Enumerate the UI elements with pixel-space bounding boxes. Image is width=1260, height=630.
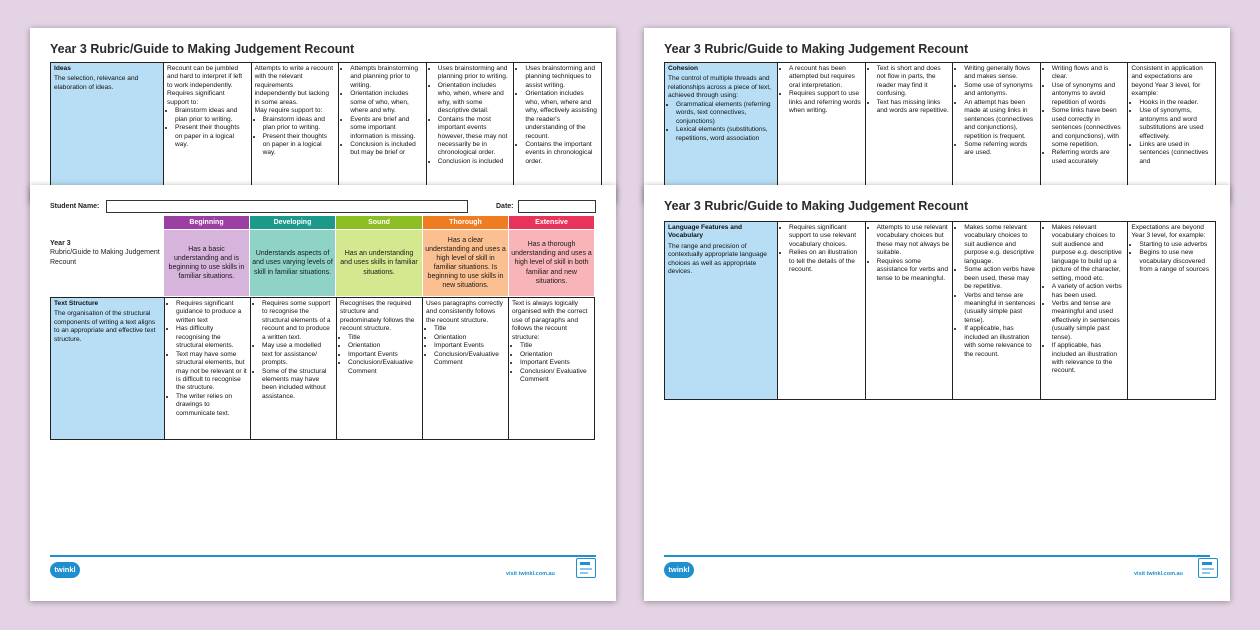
- bullet: • Orientation: [520, 351, 591, 359]
- bullet: • Grammatical elements (referring words, text connectives, conjunctions): [676, 101, 774, 126]
- level-desc-sound: Has an understanding and uses skills in familiar situations.: [336, 230, 422, 296]
- bullet: • Attempts brainstorming and planning prior to writing.: [350, 65, 423, 90]
- date-label: Date:: [496, 203, 514, 210]
- bullet: • Requires some assistance for verbs and tense to be meaningful.: [877, 258, 950, 283]
- rubric-subtitle: Rubric/Guide to Making Judgement: [50, 249, 160, 257]
- rubric-cell-extensive: [514, 63, 602, 193]
- rubric-cell-developing: [251, 298, 337, 440]
- bullet: • Lexical elements (substitutions, repetitions, word association: [676, 126, 774, 143]
- cell-text: Uses paragraphs correctly and consistently follows the recount structure.: [426, 300, 503, 324]
- cell-text: Recognises the required structure and predominately follows the recount structure.: [340, 300, 415, 333]
- rubric-table-cohesion: [664, 62, 1216, 193]
- bullet: • Important Events: [348, 351, 419, 359]
- rubric-table-text-structure: [50, 297, 595, 440]
- category-name: Language Features and Vocabulary: [668, 224, 743, 240]
- bullet: • The writer relies on drawings to communicate text.: [176, 393, 247, 418]
- level-header-beginning: Beginning: [164, 216, 249, 229]
- bullet: • Title: [434, 325, 505, 333]
- rubric-cell-extensive: [509, 298, 595, 440]
- bullet: • If applicable, has included an illustration with relevance to the recount.: [1052, 342, 1125, 376]
- bullet: • Conclusion/ Evaluative Comment: [520, 368, 591, 385]
- bullet: • Makes some relevant vocabulary choices to suit audience and purpose e.g. descriptive language.: [964, 224, 1037, 266]
- twinkl-logo: twinkl: [664, 562, 694, 578]
- bullet: • Some referring words are used.: [964, 141, 1037, 158]
- quality-badge-icon: [576, 558, 596, 578]
- year-label: Year 3: [50, 240, 71, 247]
- cell-text: Text is always logically organised with the correct use of paragraphs and follows the recount structure:: [512, 300, 588, 341]
- bullet: • Brainstorm ideas and plan prior to writing.: [263, 116, 336, 133]
- cell-text: Recount can be jumbled and hard to interpret if left to work independently.: [167, 65, 243, 89]
- category-cell: [665, 222, 778, 400]
- level-header-developing: Developing: [250, 216, 335, 229]
- bullet: • Uses brainstorming and planning techniques to assist writing.: [525, 65, 598, 90]
- rubric-table-ideas: [50, 62, 602, 193]
- category-desc: The range and precision of contextually appropriate language choices as well as appropriate devices.: [668, 242, 767, 276]
- bullet: • Conclusion is included: [438, 158, 511, 166]
- rubric-cell-beginning: [165, 298, 251, 440]
- bullet: • Use of synonyms and antonyms to avoid repetition of words: [1052, 82, 1125, 107]
- bullet: • Hooks in the reader.: [1139, 99, 1212, 107]
- bullet: • Contains the important events in chronological order.: [525, 141, 598, 166]
- bullet: • Makes relevant vocabulary choices to suit audience and purpose e.g. descriptive language to build up a picture of the character, setting, mood etc.: [1052, 224, 1125, 283]
- category-name: Cohesion: [668, 65, 699, 72]
- category-cell: [51, 63, 164, 193]
- rubric-table-language: [664, 221, 1216, 400]
- bullet: • Conclusion/Evaluative Comment: [348, 359, 419, 376]
- bullet: • Orientation includes some of who, when, where and why.: [350, 90, 423, 115]
- bullet: • Important Events: [520, 359, 591, 367]
- bullet: • Orientation includes who, when, where and why, effectively assisting the reader's understanding of the recount.: [525, 90, 598, 141]
- bullet: • Uses brainstorming and planning prior to writing.: [438, 65, 511, 82]
- cell-text: Consistent in application and expectations are beyond Year 3 level, for example:: [1131, 65, 1203, 98]
- bullet: • Use of synonyms, antonyms and word substitutions are used effectively.: [1139, 107, 1212, 141]
- page-title: Year 3 Rubric/Guide to Making Judgement Recount: [664, 199, 969, 213]
- bullet: • A recount has been attempted but requires oral interpretation.: [789, 65, 862, 90]
- bullet: • Starting to use adverbs: [1139, 241, 1212, 249]
- bullet: • Text may have some structural elements, but may not be relevant or it is difficult to recognise the structure.: [176, 351, 247, 393]
- level-desc-thorough: Has a clear understanding and uses a high level of skill in familiar situations. Is beginning to use skills in new situations.: [423, 230, 508, 296]
- bullet: • Conclusion is included but may be brief or: [350, 141, 423, 158]
- bullet: • Important Events: [434, 342, 505, 350]
- footer-divider: [664, 555, 1210, 557]
- bullet: • Text has missing links and words are repetitive.: [877, 99, 950, 116]
- bullet: • If applicable, has included an illustration with some relevance to the recount.: [964, 325, 1037, 359]
- page-title: Year 3 Rubric/Guide to Making Judgement Recount: [50, 42, 355, 56]
- bullet: • Some links have been used correctly in sentences (connectives and conjunctions), with some repetition.: [1052, 107, 1125, 149]
- rubric-cell-extensive: [1128, 222, 1216, 400]
- rubric-page-cohesion: [644, 28, 1230, 203]
- twinkl-logo: twinkl: [50, 562, 80, 578]
- bullet: • Begins to use new vocabulary discovered from a range of sources: [1139, 249, 1212, 274]
- bullet: • Title: [348, 334, 419, 342]
- bullet: • Has difficulty recognising the structural elements.: [176, 325, 247, 350]
- bullet: • Verbs and tense are meaningful in sentences (usually simple past tense).: [964, 292, 1037, 326]
- bullet: • Some of the structural elements may have been included without assistance.: [262, 368, 333, 402]
- rubric-cell-thorough: [1040, 63, 1128, 193]
- category-cell: [51, 298, 165, 440]
- rubric-page-language: [644, 185, 1230, 601]
- rubric-cell-beginning: [778, 222, 866, 400]
- bullet: • Requires significant guidance to produce a written text: [176, 300, 247, 325]
- bullet: • Orientation: [434, 334, 505, 342]
- bullet: • Title: [520, 342, 591, 350]
- rubric-cell-thorough: [426, 63, 514, 193]
- level-desc-developing: Understands aspects of and uses varying levels of skill in familiar situations.: [250, 230, 335, 296]
- rubric-page-text-structure: [30, 185, 616, 601]
- bullet: • Brainstorm ideas and plan prior to writing.: [175, 107, 248, 124]
- bullet: • Writing generally flows and makes sense.: [964, 65, 1037, 82]
- rubric-cell-sound: [953, 63, 1041, 193]
- rubric-cell-developing: [865, 222, 953, 400]
- rubric-cell-developing: [251, 63, 339, 193]
- cell-text: Expectations are beyond Year 3 level, for example:: [1131, 224, 1206, 240]
- bullet: • Events are brief and some important information is missing.: [350, 116, 423, 141]
- bullet: • Present their thoughts on paper in a logical way.: [263, 133, 336, 158]
- student-name-field[interactable]: [106, 200, 468, 213]
- bullet: • Present their thoughts on paper in a logical way.: [175, 124, 248, 149]
- rubric-cell-beginning: [778, 63, 866, 193]
- cell-text: May require support to:: [254, 107, 323, 115]
- rubric-page-ideas: [30, 28, 616, 203]
- level-header-thorough: Thorough: [423, 216, 508, 229]
- level-header-sound: Sound: [336, 216, 422, 229]
- rubric-cell-thorough: [423, 298, 509, 440]
- bullet: • Some action verbs have been used, these may be repetitive.: [964, 266, 1037, 291]
- rubric-heading: [50, 239, 162, 267]
- level-desc-extensive: Has a thorough understanding and uses a high level of skill in both familiar and new situations.: [509, 230, 594, 296]
- bullet: • Writing flows and is clear.: [1052, 65, 1125, 82]
- bullet: • Referring words are used accurately: [1052, 149, 1125, 166]
- category-name: Ideas: [54, 65, 71, 72]
- bullet: • Relies on an illustration to tell the details of the recount.: [789, 249, 862, 274]
- bullet: • Verbs and tense are meaningful and used effectively in sentences (usually simple past tense).: [1052, 300, 1125, 342]
- rubric-cell-developing: [865, 63, 953, 193]
- category-cell: [665, 63, 778, 193]
- bullet: • A variety of action verbs has been used.: [1052, 283, 1125, 300]
- rubric-subtitle-2: Recount: [50, 258, 77, 266]
- bullet: • Orientation: [348, 342, 419, 350]
- footer-divider: [50, 555, 596, 557]
- level-header-extensive: Extensive: [509, 216, 594, 229]
- category-desc: The control of multiple threads and relationships across a piece of text, achieved through using:: [668, 75, 771, 100]
- rubric-cell-thorough: [1040, 222, 1128, 400]
- bullet: • Text is short and does not flow in parts, the reader may find it confusing.: [877, 65, 950, 99]
- bullet: • An attempt has been made at using links in sentences (connectives and conjunctions), repetition is frequent.: [964, 99, 1037, 141]
- level-desc-beginning: Has a basic understanding and is beginning to use skills in familiar situations.: [164, 230, 249, 296]
- bullet: • Orientation includes who, when, where and why, with some descriptive detail.: [438, 82, 511, 116]
- bullet: • Requires significant support to use relevant vocabulary choices.: [789, 224, 862, 249]
- rubric-cell-beginning: [164, 63, 252, 193]
- bullet: • Conclusion/Evaluative Comment: [434, 351, 505, 368]
- rubric-cell-extensive: [1128, 63, 1216, 193]
- rubric-cell-sound: [339, 63, 427, 193]
- bullet: • Attempts to use relevant vocabulary choices but these may not always be suitable.: [877, 224, 950, 258]
- category-desc: The selection, relevance and elaboration of ideas.: [54, 75, 139, 91]
- bullet: • May use a modelled text for assistance/ prompts.: [262, 342, 333, 367]
- bullet: • Requires some support to recognise the structural elements of a recount and to produce a written text.: [262, 300, 333, 342]
- page-title: Year 3 Rubric/Guide to Making Judgement Recount: [664, 42, 969, 56]
- bullet: • Some use of synonyms and antonyms.: [964, 82, 1037, 99]
- bullet: • Contains the most important events however, these may not necessarily be in chronological order.: [438, 116, 511, 158]
- date-field[interactable]: [518, 200, 596, 213]
- category-desc: The organisation of the structural components of writing a text aligns to an appropriate and effective text structure.: [54, 310, 156, 343]
- bullet: • Links are used in sentences (connectives and: [1139, 141, 1212, 166]
- student-name-label: Student Name:: [50, 203, 100, 210]
- cell-text: Requires significant support to:: [167, 90, 225, 106]
- footer-visit-link[interactable]: visit twinkl.com.au: [1134, 571, 1183, 577]
- category-name: Text Structure: [54, 300, 99, 307]
- rubric-cell-sound: [953, 222, 1041, 400]
- cell-text: Attempts to write a recount with the relevant requirements independently but lacking in some areas.: [254, 65, 334, 106]
- bullet: • Requires support to use links and referring words when writing.: [789, 90, 862, 115]
- rubric-cell-sound: [337, 298, 423, 440]
- quality-badge-icon: [1198, 558, 1218, 578]
- footer-visit-link[interactable]: visit twinkl.com.au: [506, 571, 555, 577]
